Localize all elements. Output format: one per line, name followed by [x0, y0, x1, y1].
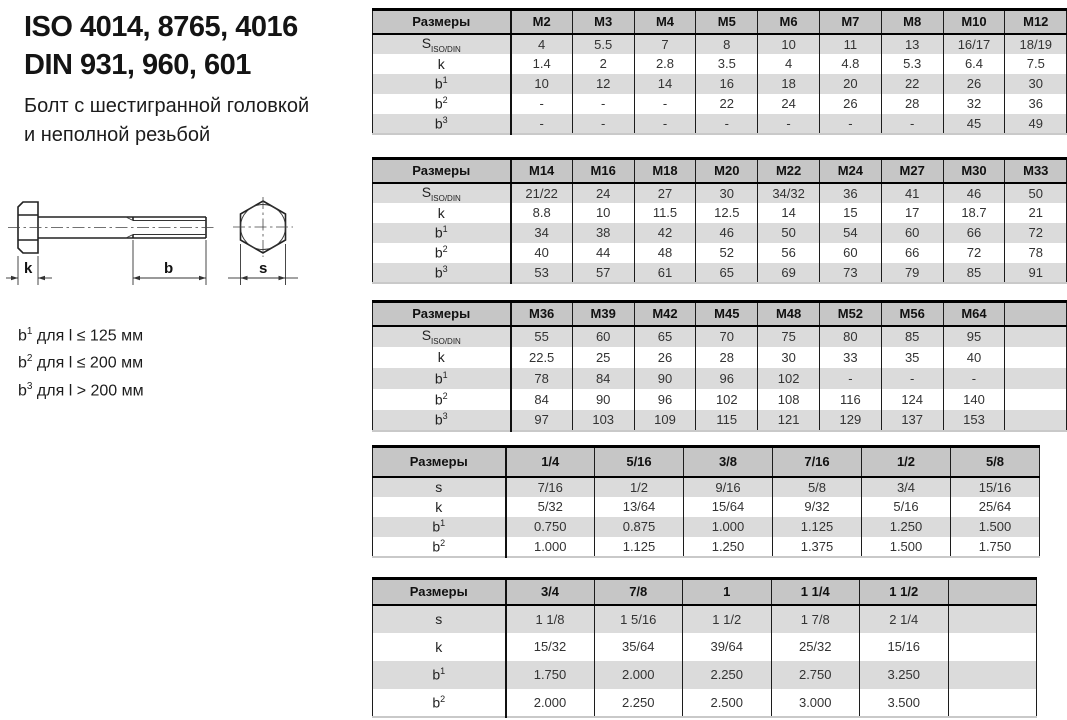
dimension-value: 14	[634, 74, 696, 94]
iso-standards-title: ISO 4014, 8765, 4016	[24, 11, 298, 43]
dimension-value: 52	[696, 243, 758, 263]
dimension-value: 10	[758, 34, 820, 54]
dimension-value: 153	[943, 410, 1005, 431]
size-column-header: M18	[634, 159, 696, 183]
dimension-value: -	[881, 368, 943, 389]
dimension-value: 129	[819, 410, 881, 431]
dimension-value: 15/16	[860, 633, 949, 661]
dimension-value: 1.250	[684, 537, 773, 557]
dimension-value: 1 7/8	[771, 605, 860, 633]
dimension-value: 12.5	[696, 203, 758, 223]
metric-table-m2-m12	[372, 8, 1067, 135]
size-column-header: M14	[511, 159, 573, 183]
dimension-value: 21/22	[511, 183, 573, 203]
dimension-value: 69	[758, 263, 820, 283]
dimension-value: 13/64	[595, 497, 684, 517]
dimension-value: 5/16	[862, 497, 951, 517]
dimension-value: 2.750	[771, 661, 860, 689]
dimension-value: 18	[758, 74, 820, 94]
metric-table-m36-m64	[372, 300, 1067, 432]
dimension-value: 46	[696, 223, 758, 243]
dimension-value: 140	[943, 389, 1005, 410]
dimension-value: 55	[511, 326, 573, 347]
dimension-value: -	[696, 114, 758, 134]
dimension-value: 1.000	[684, 517, 773, 537]
dimension-value: 26	[819, 94, 881, 114]
dimension-value: 30	[758, 347, 820, 368]
size-column-header: 1 1/4	[771, 579, 860, 605]
empty-column-header	[1005, 302, 1067, 326]
dimension-value: -	[819, 114, 881, 134]
size-column-header: M6	[758, 10, 820, 34]
size-column-header: 1 1/2	[860, 579, 949, 605]
dimension-value: -	[511, 114, 573, 134]
row-label: $b^1$	[373, 74, 511, 94]
size-column-header: M22	[758, 159, 820, 183]
dimension-value: 20	[819, 74, 881, 94]
table-corner-label: Размеры	[373, 447, 506, 477]
dimension-value: 2.000	[594, 661, 683, 689]
dimension-value: 72	[943, 243, 1005, 263]
dimension-value: 34/32	[758, 183, 820, 203]
dimension-value: 72	[1005, 223, 1067, 243]
dimension-value: 32	[943, 94, 1005, 114]
dimension-value: 34	[511, 223, 573, 243]
size-column-header: 7/8	[594, 579, 683, 605]
dimension-value: 5.5	[572, 34, 634, 54]
dimension-value: 21	[1005, 203, 1067, 223]
dimension-value: 102	[758, 368, 820, 389]
dimension-value: 4.8	[819, 54, 881, 74]
row-label: $b^2$	[373, 389, 511, 410]
dimension-value: 2.8	[634, 54, 696, 74]
din-standards-title: DIN 931, 960, 601	[24, 49, 251, 81]
dimension-value: 36	[1005, 94, 1067, 114]
dimension-value: 84	[511, 389, 573, 410]
dimension-value: 26	[634, 347, 696, 368]
size-column-header: M64	[943, 302, 1005, 326]
row-label: $b^2$	[373, 689, 506, 717]
dimension-value: 39/64	[683, 633, 772, 661]
dimension-k	[6, 256, 52, 285]
dimension-value: -	[881, 114, 943, 134]
table-corner-label: Размеры	[373, 159, 511, 183]
size-column-header: M42	[634, 302, 696, 326]
dimension-value: 16	[696, 74, 758, 94]
dimension-value: 0.875	[595, 517, 684, 537]
dimension-value: 1.125	[595, 537, 684, 557]
dimension-value: 10	[572, 203, 634, 223]
dimension-value: 96	[696, 368, 758, 389]
dimension-value: 84	[572, 368, 634, 389]
dimension-value: 28	[696, 347, 758, 368]
dimension-value: 50	[1005, 183, 1067, 203]
size-column-header: M36	[511, 302, 573, 326]
footnote-line: $b^1$ для l ≤ 125 мм	[18, 326, 144, 345]
dimension-value: 1.750	[506, 661, 595, 689]
dimension-value: 75	[758, 326, 820, 347]
dimension-value: 2.000	[506, 689, 595, 717]
size-column-header: M30	[943, 159, 1005, 183]
dimension-value: -	[758, 114, 820, 134]
dimension-value: 66	[881, 243, 943, 263]
empty-cell	[948, 605, 1036, 633]
dimension-value: 25/64	[951, 497, 1040, 517]
size-column-header: M48	[758, 302, 820, 326]
dimension-value: 1.125	[773, 517, 862, 537]
dimension-value: 35/64	[594, 633, 683, 661]
dimension-value: 10	[511, 74, 573, 94]
size-column-header: M56	[881, 302, 943, 326]
dimension-value: 35	[881, 347, 943, 368]
dimension-value: 1.4	[511, 54, 573, 74]
dimension-value: 40	[511, 243, 573, 263]
dimension-value: 4	[511, 34, 573, 54]
row-label: $b^1$	[373, 368, 511, 389]
row-label: k	[373, 497, 506, 517]
size-column-header: M3	[572, 10, 634, 34]
dimension-value: 28	[881, 94, 943, 114]
row-label: $b^2$	[373, 537, 506, 557]
size-column-header: 5/16	[595, 447, 684, 477]
empty-cell	[948, 661, 1036, 689]
size-column-header: M16	[572, 159, 634, 183]
empty-cell	[1005, 368, 1067, 389]
bolt-drawing-svg	[6, 190, 316, 302]
dimension-value: 27	[634, 183, 696, 203]
empty-cell	[1005, 389, 1067, 410]
dimension-value: 18/19	[1005, 34, 1067, 54]
footnotes-block	[18, 320, 144, 402]
dimension-value: 5.3	[881, 54, 943, 74]
row-label: $b^3$	[373, 114, 511, 134]
dimension-value: 60	[881, 223, 943, 243]
label-b: b	[164, 260, 174, 277]
dimension-value: 1 1/2	[683, 605, 772, 633]
dimension-value: 40	[943, 347, 1005, 368]
dimension-value: 8	[696, 34, 758, 54]
dimension-value: 78	[511, 368, 573, 389]
size-column-header: M5	[696, 10, 758, 34]
dimension-value: 65	[696, 263, 758, 283]
dimension-value: 78	[1005, 243, 1067, 263]
dimension-value: 79	[881, 263, 943, 283]
row-label: s	[373, 477, 506, 497]
dimension-value: -	[634, 114, 696, 134]
product-description-line1: Болт с шестигранной головкой	[24, 95, 310, 117]
dimension-value: 90	[572, 389, 634, 410]
size-column-header: 5/8	[951, 447, 1040, 477]
dimension-value: 8.8	[511, 203, 573, 223]
row-label: k	[373, 633, 506, 661]
dimension-value: 1.500	[862, 537, 951, 557]
dimension-value: 44	[572, 243, 634, 263]
dimension-value: 49	[1005, 114, 1067, 134]
dimension-value: 60	[819, 243, 881, 263]
dimension-value: 15/32	[506, 633, 595, 661]
size-column-header: M27	[881, 159, 943, 183]
dimension-value: 30	[696, 183, 758, 203]
dimension-value: 26	[943, 74, 1005, 94]
dimension-value: 33	[819, 347, 881, 368]
empty-cell	[1005, 326, 1067, 347]
row-label: $S_{ISO/DIN}$	[373, 183, 511, 203]
dimension-value: 5/8	[773, 477, 862, 497]
size-column-header: 1/2	[862, 447, 951, 477]
size-column-header: M24	[819, 159, 881, 183]
dimension-value: 97	[511, 410, 573, 431]
dimension-value: 103	[572, 410, 634, 431]
table-corner-label: Размеры	[373, 579, 506, 605]
empty-cell	[948, 689, 1036, 717]
dimension-value: -	[572, 94, 634, 114]
dimension-value: 38	[572, 223, 634, 243]
dimension-value: 1.500	[951, 517, 1040, 537]
bolt-end-view	[233, 197, 293, 257]
row-label: k	[373, 54, 511, 74]
dimension-value: 7/16	[506, 477, 595, 497]
dimension-value: 80	[819, 326, 881, 347]
size-column-header: M52	[819, 302, 881, 326]
dimension-value: 50	[758, 223, 820, 243]
dimension-value: 2.250	[683, 661, 772, 689]
dimension-value: 45	[943, 114, 1005, 134]
dimension-value: 2.250	[594, 689, 683, 717]
empty-cell	[948, 633, 1036, 661]
size-column-header: 3/4	[506, 579, 595, 605]
dimension-value: 4	[758, 54, 820, 74]
label-s: s	[259, 260, 268, 277]
footnote-line: $b^3$ для l > 200 мм	[18, 380, 144, 399]
dimension-value: 90	[634, 368, 696, 389]
size-column-header: M2	[511, 10, 573, 34]
dimension-value: 2.500	[683, 689, 772, 717]
dimension-value: 48	[634, 243, 696, 263]
size-column-header: 3/8	[684, 447, 773, 477]
dimension-value: -	[572, 114, 634, 134]
subtitle-block	[24, 92, 309, 150]
dimension-value: 9/32	[773, 497, 862, 517]
dimension-value: 11.5	[634, 203, 696, 223]
dimension-value: 85	[943, 263, 1005, 283]
dimension-value: 2 1/4	[860, 605, 949, 633]
dimension-value: 56	[758, 243, 820, 263]
dimension-value: 42	[634, 223, 696, 243]
row-label: k	[373, 347, 511, 368]
dimension-value: 0.750	[506, 517, 595, 537]
dimension-value: 61	[634, 263, 696, 283]
dimension-value: 1 1/8	[506, 605, 595, 633]
dimension-value: 1.375	[773, 537, 862, 557]
dimension-value: 1.750	[951, 537, 1040, 557]
dimension-value: 85	[881, 326, 943, 347]
dimension-value: 121	[758, 410, 820, 431]
empty-cell	[1005, 347, 1067, 368]
size-column-header: 1	[683, 579, 772, 605]
dimension-value: 3.5	[696, 54, 758, 74]
table-corner-label: Размеры	[373, 10, 511, 34]
dimension-value: 3.250	[860, 661, 949, 689]
size-column-header: M4	[634, 10, 696, 34]
dimension-value: 116	[819, 389, 881, 410]
size-column-header: 1/4	[506, 447, 595, 477]
empty-cell	[1005, 410, 1067, 431]
dimension-value: 14	[758, 203, 820, 223]
row-label: k	[373, 203, 511, 223]
size-column-header: M20	[696, 159, 758, 183]
row-label: $b^2$	[373, 243, 511, 263]
dimension-value: 65	[634, 326, 696, 347]
dimension-value: 1 5/16	[594, 605, 683, 633]
dimension-value: 7.5	[1005, 54, 1067, 74]
dimension-value: -	[819, 368, 881, 389]
dimension-value: 22	[881, 74, 943, 94]
dimension-value: 57	[572, 263, 634, 283]
size-column-header: M39	[572, 302, 634, 326]
dimension-value: 115	[696, 410, 758, 431]
dimension-b	[133, 240, 206, 285]
dimension-value: 66	[943, 223, 1005, 243]
dimension-value: 41	[881, 183, 943, 203]
dimension-value: 25/32	[771, 633, 860, 661]
dimension-value: 3.500	[860, 689, 949, 717]
dimension-value: 15/16	[951, 477, 1040, 497]
dimension-value: 15	[819, 203, 881, 223]
table-corner-label: Размеры	[373, 302, 511, 326]
bolt-side-view	[8, 202, 216, 253]
size-column-header: M10	[943, 10, 1005, 34]
dimension-value: 1.250	[862, 517, 951, 537]
row-label: $S_{ISO/DIN}$	[373, 326, 511, 347]
product-description-line2: и неполной резьбой	[24, 124, 211, 146]
dimension-value: 109	[634, 410, 696, 431]
size-column-header: M8	[881, 10, 943, 34]
size-column-header: M45	[696, 302, 758, 326]
dimension-value: 137	[881, 410, 943, 431]
dimension-value: 70	[696, 326, 758, 347]
row-label: $b^1$	[373, 661, 506, 689]
inch-table-threequarter-to-oneandhalf	[372, 577, 1037, 718]
dimension-value: 95	[943, 326, 1005, 347]
dimension-value: 30	[1005, 74, 1067, 94]
dimension-value: 1.000	[506, 537, 595, 557]
dimension-value: 15/64	[684, 497, 773, 517]
dimension-value: 2	[572, 54, 634, 74]
dimension-value: 73	[819, 263, 881, 283]
empty-column-header	[948, 579, 1036, 605]
dimension-value: 24	[572, 183, 634, 203]
size-column-header: M33	[1005, 159, 1067, 183]
row-label: s	[373, 605, 506, 633]
row-label: $b^1$	[373, 517, 506, 537]
dimension-value: 53	[511, 263, 573, 283]
row-label: $b^1$	[373, 223, 511, 243]
dimension-value: 9/16	[684, 477, 773, 497]
dimension-value: 13	[881, 34, 943, 54]
row-label: $b^3$	[373, 410, 511, 431]
bolt-technical-drawing	[6, 190, 316, 302]
dimension-value: -	[634, 94, 696, 114]
dimension-value: 91	[1005, 263, 1067, 283]
label-k: k	[24, 260, 33, 277]
dimension-value: 96	[634, 389, 696, 410]
footnote-line: $b^2$ для l ≤ 200 мм	[18, 353, 144, 372]
metric-table-m14-m33	[372, 157, 1067, 284]
dimension-value: 5/32	[506, 497, 595, 517]
dimension-value: 1/2	[595, 477, 684, 497]
dimension-value: 25	[572, 347, 634, 368]
size-column-header: 7/16	[773, 447, 862, 477]
dimension-value: 22.5	[511, 347, 573, 368]
dimension-value: 36	[819, 183, 881, 203]
row-label: $b^3$	[373, 263, 511, 283]
dimension-value: 17	[881, 203, 943, 223]
dimension-value: 7	[634, 34, 696, 54]
dimension-value: 102	[696, 389, 758, 410]
dimension-value: 6.4	[943, 54, 1005, 74]
dimension-value: 46	[943, 183, 1005, 203]
dimension-value: 18.7	[943, 203, 1005, 223]
dimension-value: 60	[572, 326, 634, 347]
dimension-value: 24	[758, 94, 820, 114]
dimension-value: 22	[696, 94, 758, 114]
dimension-value: -	[943, 368, 1005, 389]
dimension-value: 3/4	[862, 477, 951, 497]
size-column-header: M7	[819, 10, 881, 34]
dimension-value: 108	[758, 389, 820, 410]
row-label: $b^2$	[373, 94, 511, 114]
dimension-value: 11	[819, 34, 881, 54]
title-block	[24, 8, 298, 84]
dimension-value: -	[511, 94, 573, 114]
dimension-value: 12	[572, 74, 634, 94]
size-column-header: M12	[1005, 10, 1067, 34]
dimension-value: 16/17	[943, 34, 1005, 54]
dimension-value: 3.000	[771, 689, 860, 717]
dimension-value: 54	[819, 223, 881, 243]
inch-table-quarter-to-fiveeighths	[372, 445, 1040, 558]
row-label: $S_{ISO/DIN}$	[373, 34, 511, 54]
dimension-value: 124	[881, 389, 943, 410]
